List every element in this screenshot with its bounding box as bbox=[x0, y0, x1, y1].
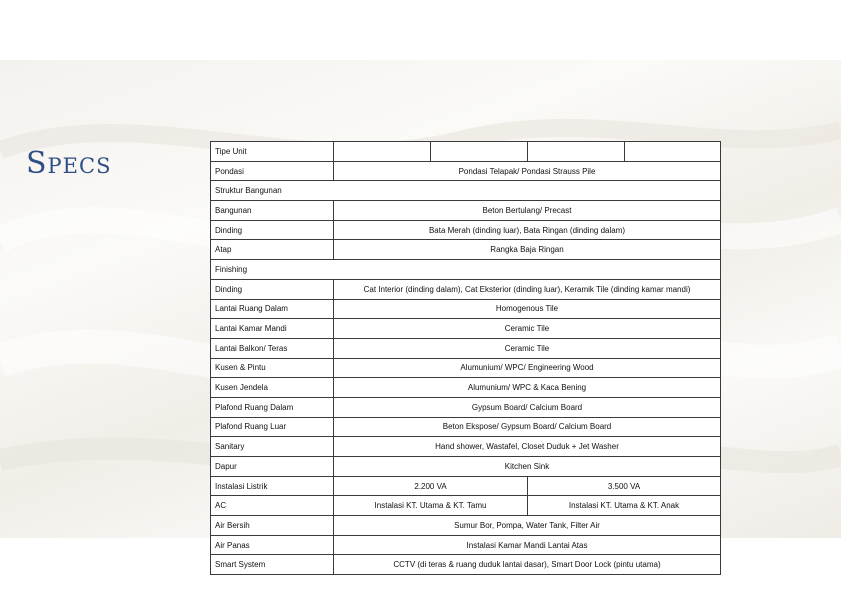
table-row bbox=[211, 417, 721, 437]
row-value: Bata Merah (dinding luar), Bata Ringan (dinding dalam) bbox=[334, 220, 721, 240]
unit-svasti: Svasti bbox=[528, 142, 625, 162]
table-row bbox=[211, 397, 721, 417]
table-row bbox=[211, 378, 721, 398]
row-value-a: Instalasi KT. Utama & KT. Tamu bbox=[334, 496, 528, 516]
row-label: AC bbox=[211, 496, 334, 516]
row-label: Pondasi bbox=[211, 161, 334, 181]
row-value: Homogenous Tile bbox=[334, 299, 721, 319]
table-row bbox=[211, 437, 721, 457]
row-value: Kitchen Sink bbox=[334, 457, 721, 477]
row-label: Plafond Ruang Dalam bbox=[211, 397, 334, 417]
table-row bbox=[211, 338, 721, 358]
row-label: Air Panas bbox=[211, 535, 334, 555]
row-value: Hand shower, Wastafel, Closet Duduk + Jet Washer bbox=[334, 437, 721, 457]
table-row bbox=[211, 516, 721, 536]
page-title: Specs bbox=[26, 146, 112, 181]
row-value: Beton Bertulang/ Precast bbox=[334, 201, 721, 221]
section-row bbox=[211, 181, 721, 201]
row-label: Sanitary bbox=[211, 437, 334, 457]
row-value-b: 3.500 VA bbox=[528, 476, 721, 496]
row-label: Dapur bbox=[211, 457, 334, 477]
table-row bbox=[211, 496, 721, 516]
unit-harsa: Harsa bbox=[334, 142, 431, 162]
row-value: Alumunium/ WPC & Kaca Bening bbox=[334, 378, 721, 398]
row-label: Instalasi Listrik bbox=[211, 476, 334, 496]
table-row bbox=[211, 457, 721, 477]
header-label: Tipe Unit bbox=[211, 142, 334, 162]
row-value: Rangka Baja Ringan bbox=[334, 240, 721, 260]
specs-table bbox=[210, 141, 721, 575]
table-row bbox=[211, 279, 721, 299]
unit-aruna: Aruna bbox=[625, 142, 721, 162]
row-label: Smart System bbox=[211, 555, 334, 575]
row-value-b: Instalasi KT. Utama & KT. Anak bbox=[528, 496, 721, 516]
row-value: Ceramic Tile bbox=[334, 338, 721, 358]
row-value: Cat Interior (dinding dalam), Cat Eksterior (dinding luar), Keramik Tile (dinding kamar mandi) bbox=[334, 279, 721, 299]
unit-prana: Prana bbox=[431, 142, 528, 162]
row-value: Pondasi Telapak/ Pondasi Strauss Pile bbox=[334, 161, 721, 181]
table-row bbox=[211, 358, 721, 378]
row-label: Kusen Jendela bbox=[211, 378, 334, 398]
row-label: Lantai Ruang Dalam bbox=[211, 299, 334, 319]
table-row bbox=[211, 161, 721, 181]
table-row bbox=[211, 299, 721, 319]
table-row bbox=[211, 555, 721, 575]
row-value: Instalasi Kamar Mandi Lantai Atas bbox=[334, 535, 721, 555]
row-value: Ceramic Tile bbox=[334, 319, 721, 339]
row-label: Atap bbox=[211, 240, 334, 260]
table-row bbox=[211, 201, 721, 221]
section-row bbox=[211, 260, 721, 280]
row-value: Beton Ekspose/ Gypsum Board/ Calcium Board bbox=[334, 417, 721, 437]
table-row bbox=[211, 220, 721, 240]
table-header-row bbox=[211, 142, 721, 162]
row-label: Plafond Ruang Luar bbox=[211, 417, 334, 437]
row-label: Dinding bbox=[211, 220, 334, 240]
table-row bbox=[211, 319, 721, 339]
row-label: Dinding bbox=[211, 279, 334, 299]
row-value-a: 2.200 VA bbox=[334, 476, 528, 496]
row-value: CCTV (di teras & ruang duduk lantai dasar), Smart Door Lock (pintu utama) bbox=[334, 555, 721, 575]
row-value: Gypsum Board/ Calcium Board bbox=[334, 397, 721, 417]
row-label: Air Bersih bbox=[211, 516, 334, 536]
row-label: Kusen & Pintu bbox=[211, 358, 334, 378]
table-row bbox=[211, 476, 721, 496]
row-label: Bangunan bbox=[211, 201, 334, 221]
section-label: Struktur Bangunan bbox=[211, 181, 721, 201]
row-value: Sumur Bor, Pompa, Water Tank, Filter Air bbox=[334, 516, 721, 536]
table-row bbox=[211, 535, 721, 555]
section-label: Finishing bbox=[211, 260, 721, 280]
row-label: Lantai Balkon/ Teras bbox=[211, 338, 334, 358]
slide-background bbox=[0, 60, 841, 570]
table-row bbox=[211, 240, 721, 260]
row-label: Lantai Kamar Mandi bbox=[211, 319, 334, 339]
row-value: Alumunium/ WPC/ Engineering Wood bbox=[334, 358, 721, 378]
